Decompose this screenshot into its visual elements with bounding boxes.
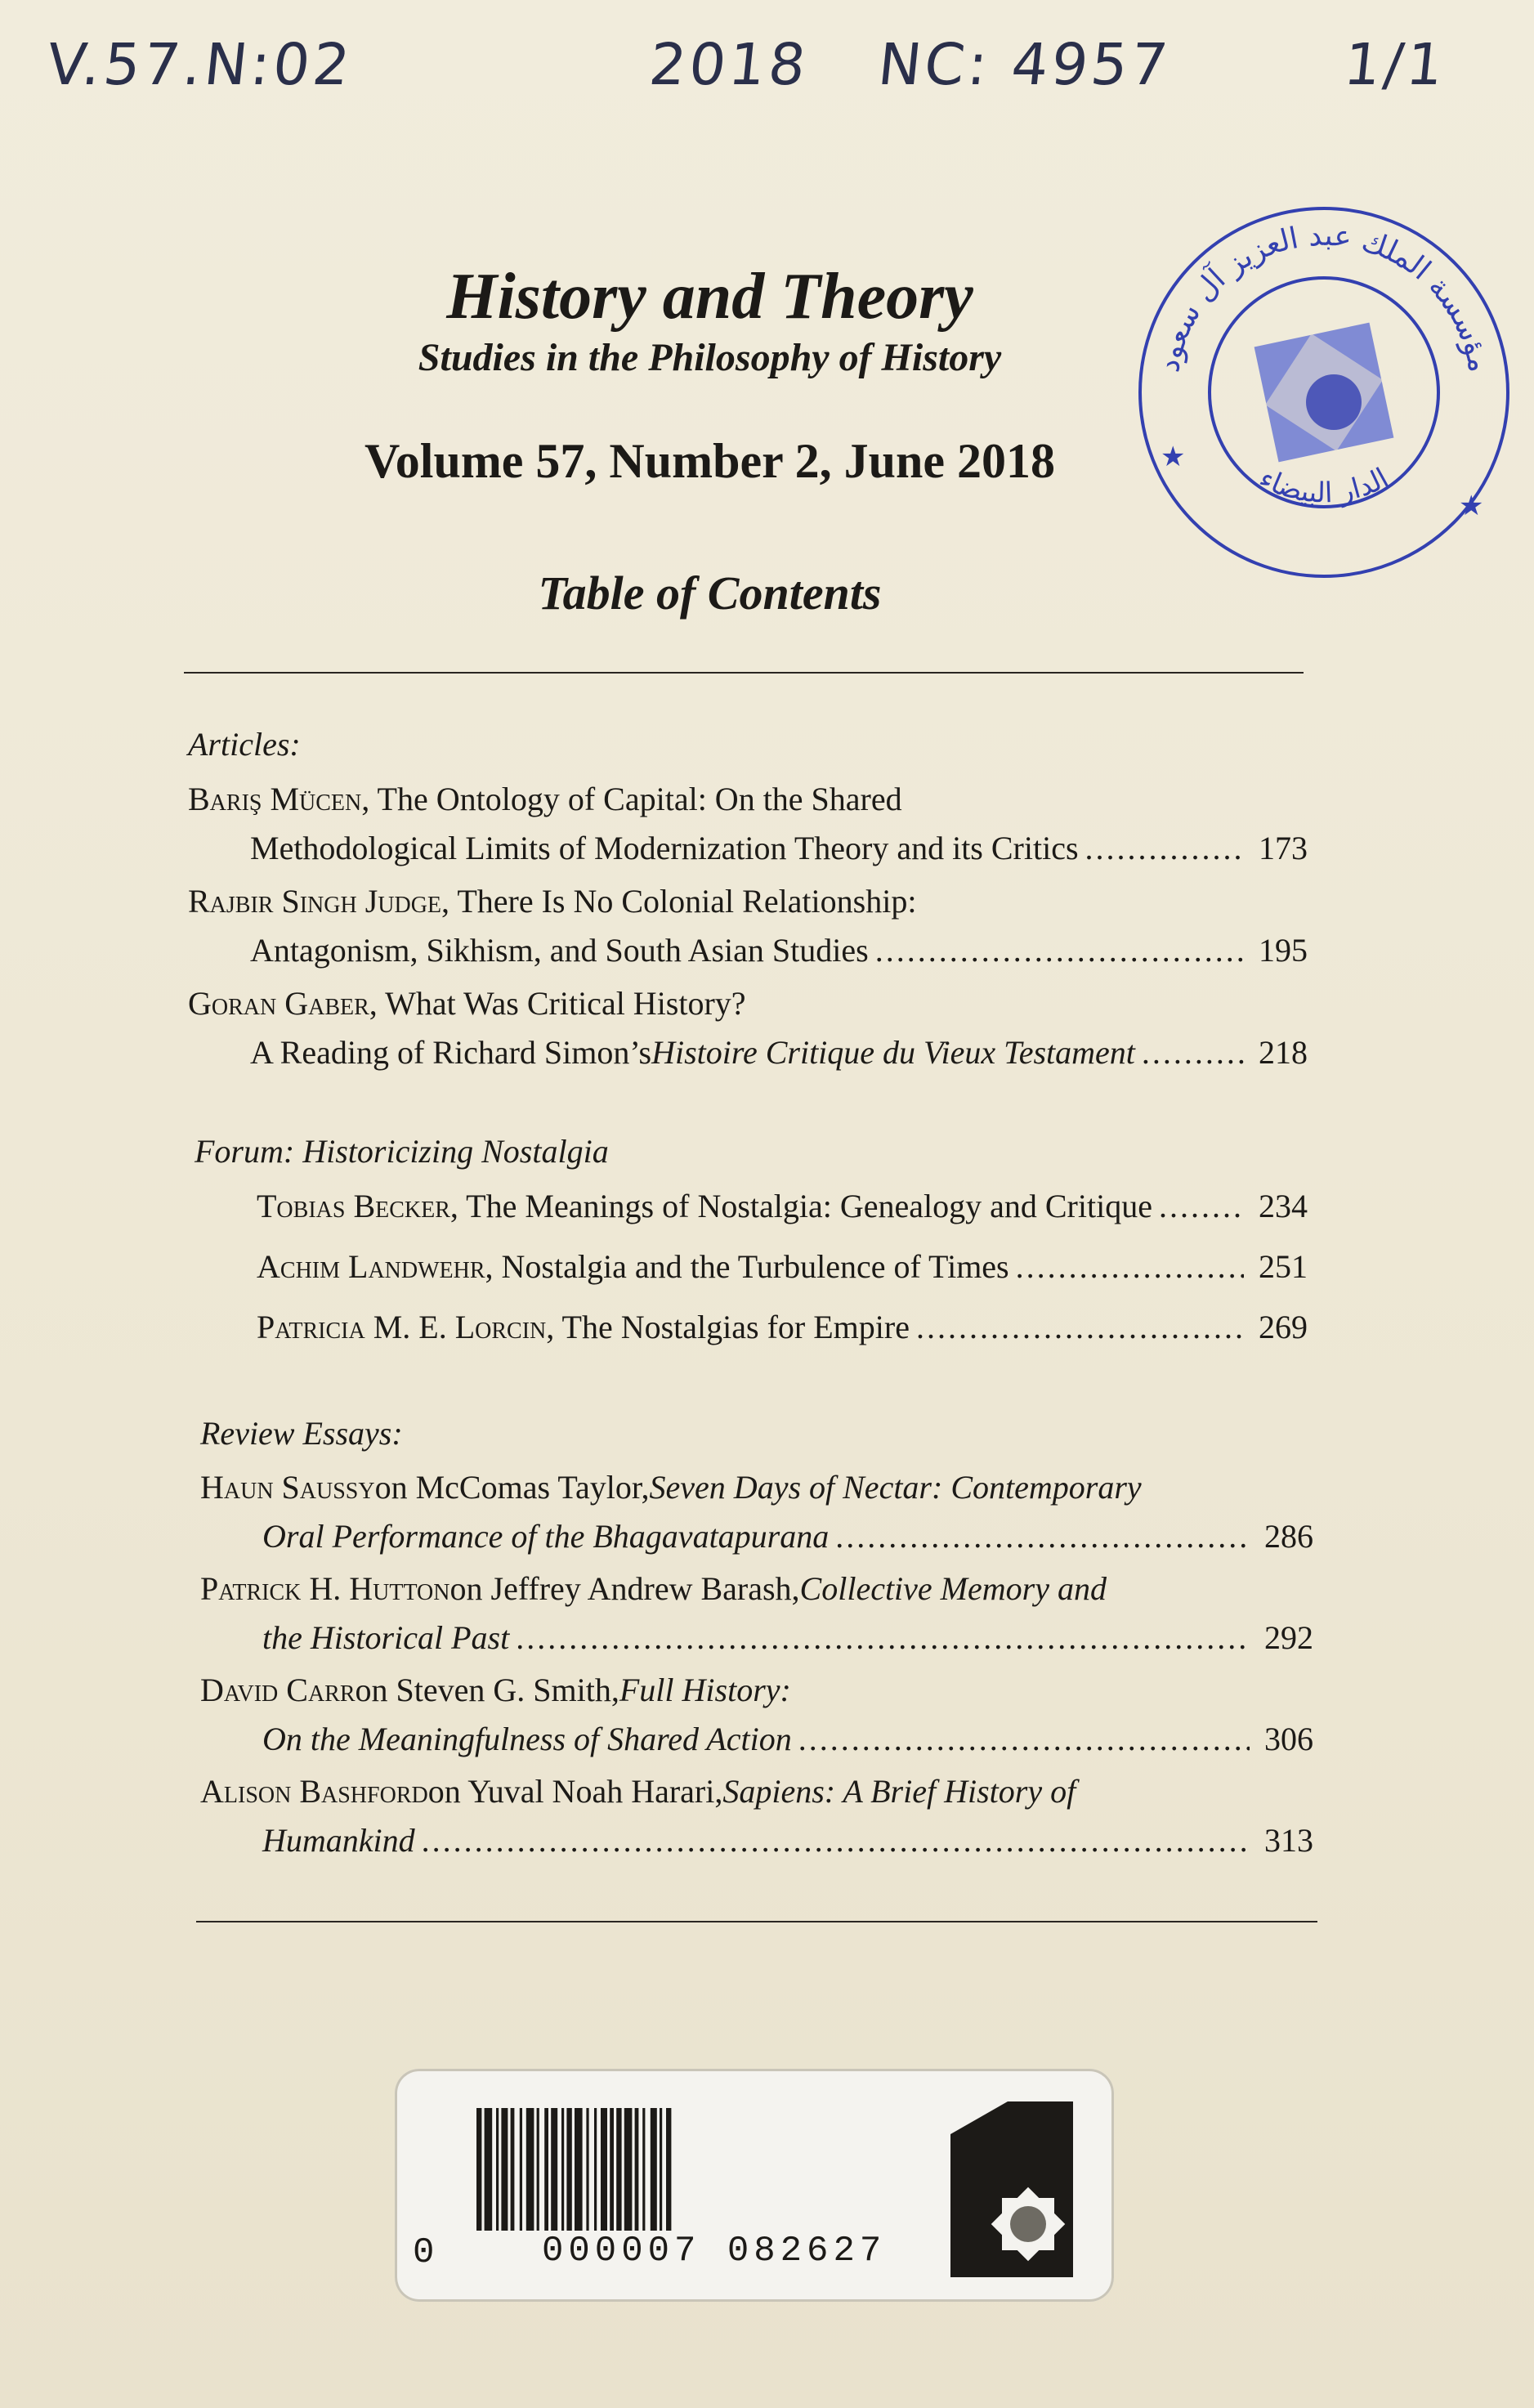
book-title: Seven Days of Nectar: Contemporary — [649, 1469, 1142, 1506]
entry-title: , The Meanings of Nostalgia: Genealogy and Critique — [449, 1188, 1152, 1224]
toc-entry[interactable] — [195, 1242, 1308, 1291]
entry-title: , The Nostalgias for Empire — [546, 1309, 910, 1345]
stamp-ring-text: مؤسسة الملك عبد العزيز آل سعود — [1152, 218, 1496, 375]
review-of: on McComas Taylor, — [374, 1469, 650, 1506]
toc-entry[interactable] — [200, 1564, 1313, 1663]
author-name: Barış Mücen — [188, 781, 362, 817]
handwritten-call-number: NC: 4957 — [874, 31, 1174, 98]
review-of: on Yuval Noah Harari, — [427, 1773, 723, 1810]
barcode-number: 000007 082627 — [542, 2231, 887, 2271]
library-stamp — [1128, 196, 1520, 589]
top-divider — [184, 672, 1304, 674]
barcode-bar — [561, 2108, 564, 2231]
leader-dots — [422, 1816, 1250, 1865]
author-name: Alison Bashford — [200, 1773, 428, 1810]
journal-subtitle: Studies in the Philosophy of History — [418, 336, 1002, 379]
stamp-city-text: الدار البيضاء — [1254, 461, 1394, 510]
leader-dots — [1159, 1182, 1244, 1231]
author-name: Rajbir Singh Judge — [188, 883, 442, 920]
page-number: 292 — [1264, 1619, 1313, 1656]
handwritten-volume-note: V.57.N:02 — [43, 31, 356, 98]
entry-title: , What Was Critical History? — [369, 985, 746, 1022]
author-name: Haun Saussy — [200, 1469, 375, 1506]
barcode-bar — [476, 2108, 481, 2231]
leader-dots — [1142, 1028, 1244, 1077]
barcode-bar — [575, 2108, 583, 2231]
handwritten-year-note: 2018 — [646, 31, 812, 98]
library-logo-icon — [950, 2101, 1073, 2277]
page-number: 195 — [1259, 932, 1308, 969]
author-name: Tobias Becker — [257, 1188, 450, 1224]
handwritten-copy-note: 1/1 — [1340, 31, 1450, 98]
page-number: 306 — [1264, 1721, 1313, 1757]
author-name: Patricia M. E. Lorcin — [257, 1309, 547, 1345]
barcode-bar — [594, 2108, 597, 2231]
entry-title-cont: Methodological Limits of Modernization Theory and its Critics — [250, 830, 1079, 866]
forum-label: Forum: Historicizing Nostalgia — [195, 1133, 609, 1170]
barcode-bar — [624, 2108, 633, 2231]
articles-label: Articles: — [188, 726, 301, 763]
barcode-bar — [642, 2108, 645, 2231]
barcode-bar — [520, 2108, 522, 2231]
barcode-bar — [537, 2108, 539, 2231]
book-title: Sapiens: A Brief History of — [722, 1773, 1076, 1810]
author-name: David Carr — [200, 1672, 356, 1708]
toc-entry[interactable] — [195, 1182, 1308, 1231]
author-name: Achim Landwehr — [257, 1248, 485, 1285]
toc-entry[interactable] — [188, 979, 1308, 1077]
barcode-bar — [601, 2108, 607, 2231]
barcode-bar — [544, 2108, 548, 2231]
star-icon: ★ — [1459, 490, 1484, 522]
leader-dots — [798, 1715, 1250, 1764]
entry-title-cont: Antagonism, Sikhism, and South Asian Studies — [250, 932, 869, 969]
leader-dots — [1085, 824, 1244, 873]
entry-title: , There Is No Colonial Relationship: — [441, 883, 917, 920]
bottom-divider — [196, 1921, 1317, 1922]
entry-title-cont: A Reading of Richard Simon’s — [250, 1034, 652, 1071]
toc-entry[interactable] — [195, 1303, 1308, 1352]
page-number: 313 — [1264, 1822, 1313, 1859]
author-name: Goran Gaber — [188, 985, 369, 1022]
book-title-cont: On the Meaningfulness of Shared Action — [262, 1721, 792, 1757]
toc-entry[interactable] — [188, 877, 1308, 975]
barcode-label — [395, 2069, 1114, 2302]
toc-heading: Table of Contents — [538, 566, 882, 620]
barcode-bar — [501, 2108, 508, 2231]
page-number: 173 — [1259, 830, 1308, 866]
leader-dots — [875, 926, 1244, 975]
barcode-left-digit: 0 — [413, 2232, 435, 2273]
barcode-bar — [666, 2108, 671, 2231]
page-number: 234 — [1259, 1188, 1308, 1224]
toc-entry[interactable] — [200, 1767, 1313, 1865]
author-name: Patrick H. Hutton — [200, 1570, 450, 1607]
book-title-cont: Humankind — [262, 1822, 415, 1859]
entry-title: , The Ontology of Capital: On the Shared — [361, 781, 902, 817]
page-number: 286 — [1264, 1518, 1313, 1555]
barcode-bars — [476, 2108, 877, 2231]
book-title: Full History: — [619, 1672, 791, 1708]
page-number: 269 — [1259, 1309, 1308, 1345]
barcode-bar — [526, 2108, 534, 2231]
barcode-bar — [551, 2108, 557, 2231]
toc-entry[interactable] — [200, 1666, 1313, 1764]
review-of: on Jeffrey Andrew Barash, — [449, 1570, 800, 1607]
book-title: Collective Memory and — [799, 1570, 1107, 1607]
page-number: 218 — [1259, 1034, 1308, 1071]
barcode-bar — [635, 2108, 639, 2231]
book-title-cont: the Historical Past — [262, 1619, 510, 1656]
barcode-bar — [566, 2108, 571, 2231]
barcode-bar — [511, 2108, 515, 2231]
leader-dots — [916, 1303, 1244, 1352]
stamp-emblem-icon — [1254, 323, 1394, 463]
journal-title: History and Theory — [446, 261, 973, 333]
review-of: on Steven G. Smith, — [355, 1672, 619, 1708]
reviews-label: Review Essays: — [200, 1415, 403, 1452]
barcode-bar — [660, 2108, 662, 2231]
star-icon: ★ — [1161, 441, 1186, 473]
entry-title: , Nostalgia and the Turbulence of Times — [485, 1248, 1009, 1285]
barcode-bar — [610, 2108, 614, 2231]
leader-dots — [516, 1614, 1250, 1663]
book-title-cont: Oral Performance of the Bhagavatapurana — [262, 1518, 830, 1555]
barcode-bar — [651, 2108, 657, 2231]
barcode-bar — [496, 2108, 499, 2231]
barcode-bar — [616, 2108, 621, 2231]
leader-dots — [835, 1512, 1250, 1561]
barcode-bar — [586, 2108, 588, 2231]
volume-line: Volume 57, Number 2, June 2018 — [364, 434, 1056, 488]
page-number: 251 — [1259, 1248, 1308, 1285]
toc-entry[interactable] — [200, 1463, 1313, 1561]
leader-dots — [1016, 1242, 1244, 1291]
toc-entry[interactable] — [188, 775, 1308, 873]
barcode-bar — [485, 2108, 493, 2231]
entry-title-italic: Histoire Critique du Vieux Testament — [651, 1034, 1135, 1071]
